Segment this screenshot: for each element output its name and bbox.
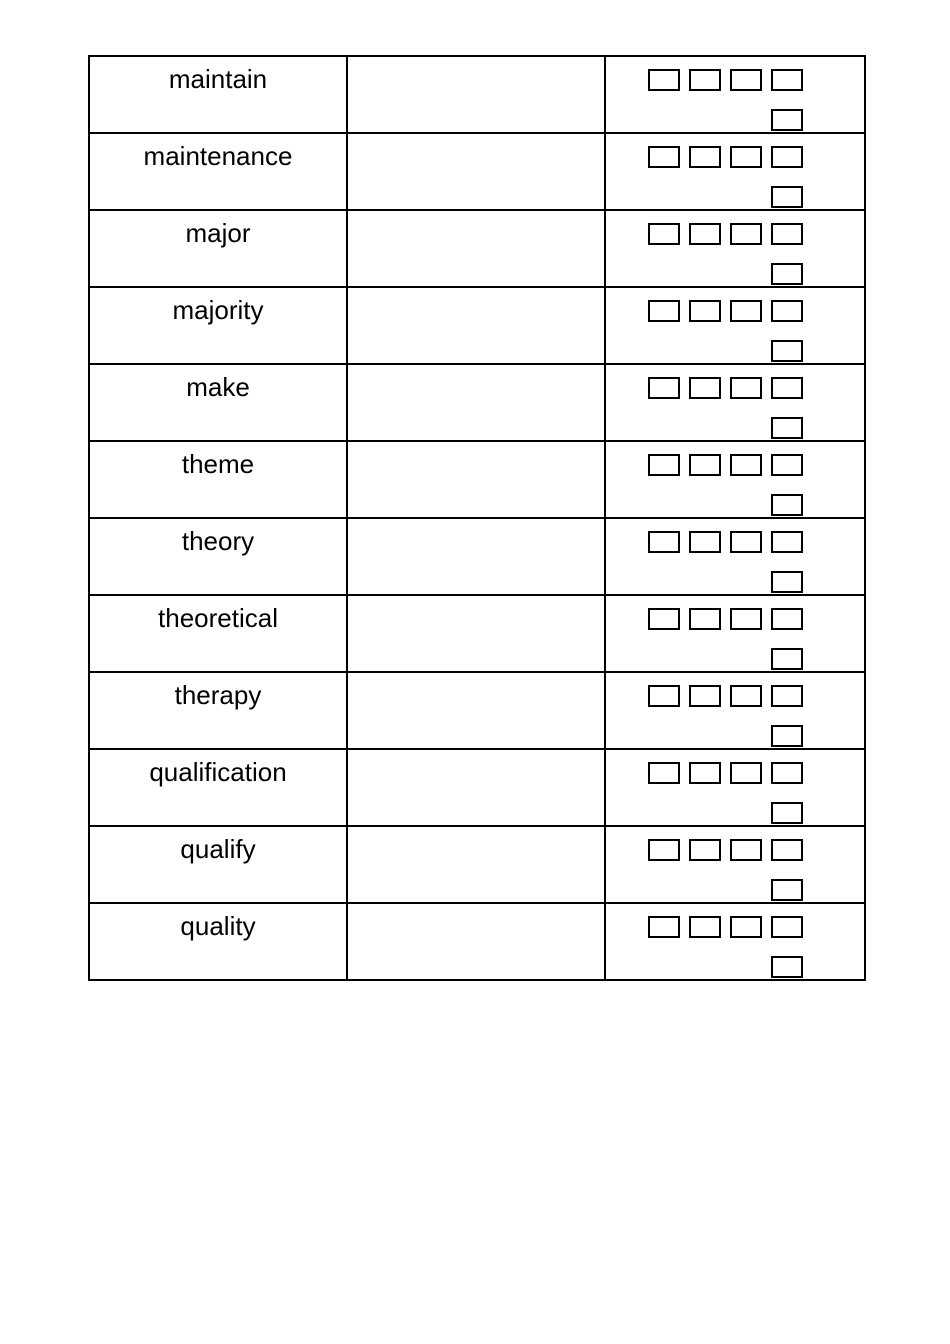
checkbox[interactable] (771, 916, 803, 938)
checkbox[interactable] (730, 762, 762, 784)
vocabulary-word: maintenance (143, 141, 293, 171)
checkbox[interactable] (689, 454, 721, 476)
checkbox[interactable] (730, 454, 762, 476)
checkbox[interactable] (771, 300, 803, 322)
checkbox-group (605, 518, 865, 595)
checkbox[interactable] (689, 69, 721, 91)
vocabulary-word: therapy (174, 680, 262, 710)
checkbox[interactable] (689, 377, 721, 399)
checkbox[interactable] (689, 300, 721, 322)
vocabulary-word: majority (172, 295, 264, 325)
word-cell (89, 133, 347, 210)
checkbox[interactable] (689, 916, 721, 938)
table-row (89, 133, 865, 210)
checkbox-group (605, 287, 865, 364)
checkbox[interactable] (771, 146, 803, 168)
checkbox[interactable] (771, 109, 803, 131)
table-row (89, 749, 865, 826)
answer-blank-cell[interactable] (347, 749, 605, 826)
word-cell (89, 441, 347, 518)
checkbox[interactable] (689, 531, 721, 553)
checkbox-group (605, 595, 865, 672)
answer-blank-cell[interactable] (347, 364, 605, 441)
checkbox[interactable] (771, 454, 803, 476)
answer-blank-cell[interactable] (347, 672, 605, 749)
answer-blank-cell[interactable] (347, 287, 605, 364)
checkbox-group (605, 56, 865, 133)
vocabulary-word: theoretical (158, 603, 278, 633)
table-row (89, 441, 865, 518)
answer-blank-cell[interactable] (347, 903, 605, 980)
checkbox[interactable] (648, 531, 680, 553)
word-cell (89, 56, 347, 133)
table-row (89, 826, 865, 903)
checkbox[interactable] (648, 69, 680, 91)
vocabulary-word: quality (180, 911, 256, 941)
checkbox[interactable] (771, 377, 803, 399)
checkbox[interactable] (730, 377, 762, 399)
vocabulary-word: make (186, 372, 250, 402)
word-cell (89, 826, 347, 903)
vocabulary-word: theme (181, 449, 255, 479)
checkbox[interactable] (771, 725, 803, 747)
checkbox-group (605, 672, 865, 749)
checkbox[interactable] (648, 300, 680, 322)
checkbox[interactable] (689, 146, 721, 168)
word-cell (89, 595, 347, 672)
checkbox[interactable] (771, 839, 803, 861)
checkbox[interactable] (730, 223, 762, 245)
table-row (89, 364, 865, 441)
checkbox-group (605, 749, 865, 826)
checkbox[interactable] (771, 494, 803, 516)
checkbox[interactable] (730, 146, 762, 168)
checkbox[interactable] (771, 648, 803, 670)
checkbox-group (605, 364, 865, 441)
checkbox[interactable] (771, 879, 803, 901)
checkbox[interactable] (771, 417, 803, 439)
answer-blank-cell[interactable] (347, 595, 605, 672)
checkbox[interactable] (771, 223, 803, 245)
table-row (89, 903, 865, 980)
checkbox[interactable] (771, 685, 803, 707)
checkbox[interactable] (730, 916, 762, 938)
checkbox[interactable] (730, 69, 762, 91)
table-row (89, 210, 865, 287)
answer-blank-cell[interactable] (347, 518, 605, 595)
checkbox-group (605, 210, 865, 287)
vocabulary-word: theory (181, 526, 255, 556)
word-cell (89, 672, 347, 749)
checkbox[interactable] (648, 685, 680, 707)
checkbox[interactable] (771, 956, 803, 978)
word-cell (89, 210, 347, 287)
checkbox[interactable] (730, 531, 762, 553)
checkbox[interactable] (648, 146, 680, 168)
word-cell (89, 518, 347, 595)
table-row (89, 287, 865, 364)
checkbox[interactable] (771, 340, 803, 362)
checkbox[interactable] (771, 608, 803, 630)
checkbox[interactable] (648, 377, 680, 399)
checkbox[interactable] (648, 839, 680, 861)
vocabulary-word: qualification (149, 757, 287, 787)
word-cell (89, 903, 347, 980)
checkbox[interactable] (730, 300, 762, 322)
answer-blank-cell[interactable] (347, 210, 605, 287)
table-row (89, 672, 865, 749)
answer-blank-cell[interactable] (347, 441, 605, 518)
vocabulary-table (88, 55, 866, 981)
checkbox[interactable] (730, 685, 762, 707)
checkbox[interactable] (771, 69, 803, 91)
word-cell (89, 364, 347, 441)
checkbox[interactable] (771, 186, 803, 208)
checkbox-group (605, 133, 865, 210)
vocabulary-word: maintain (168, 64, 268, 94)
checkbox-group (605, 441, 865, 518)
checkbox[interactable] (689, 685, 721, 707)
checkbox-group (605, 826, 865, 903)
checkbox[interactable] (771, 802, 803, 824)
answer-blank-cell[interactable] (347, 56, 605, 133)
word-cell (89, 749, 347, 826)
vocabulary-word: qualify (180, 834, 256, 864)
checkbox[interactable] (648, 608, 680, 630)
vocabulary-word: major (185, 218, 251, 248)
checkbox[interactable] (730, 608, 762, 630)
table-row (89, 56, 865, 133)
checkbox-group (605, 903, 865, 980)
checkbox[interactable] (648, 223, 680, 245)
answer-blank-cell[interactable] (347, 133, 605, 210)
vocabulary-table-body (89, 56, 865, 980)
checkbox[interactable] (689, 223, 721, 245)
checkbox[interactable] (771, 571, 803, 593)
checkbox[interactable] (648, 762, 680, 784)
checkbox[interactable] (771, 762, 803, 784)
checkbox[interactable] (648, 916, 680, 938)
checkbox[interactable] (771, 531, 803, 553)
table-row (89, 595, 865, 672)
checkbox[interactable] (771, 263, 803, 285)
checkbox[interactable] (730, 839, 762, 861)
checkbox[interactable] (648, 454, 680, 476)
checkbox[interactable] (689, 839, 721, 861)
table-row (89, 518, 865, 595)
answer-blank-cell[interactable] (347, 826, 605, 903)
checkbox[interactable] (689, 608, 721, 630)
word-cell (89, 287, 347, 364)
checkbox[interactable] (689, 762, 721, 784)
